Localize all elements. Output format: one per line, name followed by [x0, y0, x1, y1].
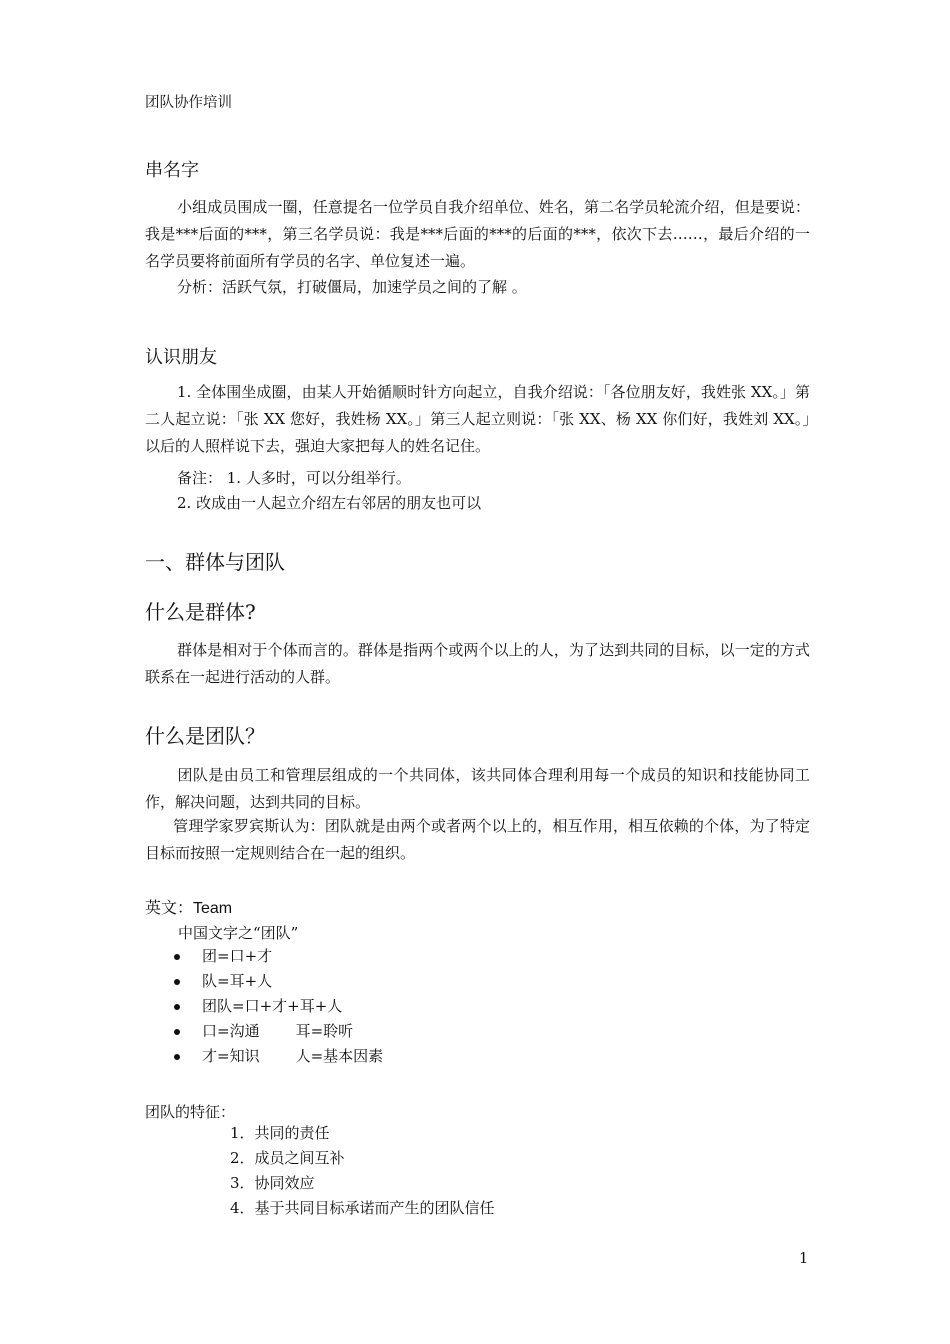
- meet-friends-text: 1. 全体围坐成圈，由某人开始循顺时针方向起立，自我介绍说：「各位朋友好，我姓张 XX。」第二人起立说：「张 XX 您好，我姓杨 XX。」第三人起立则说：「张 XX、杨 XX 你们好，我姓刘 XX。」以后的人照样说下去，强迫大家把每人的姓名记住。: [145, 383, 810, 455]
- robbins-definition-paragraph: [145, 813, 810, 867]
- name-chain-analysis: 分析：活跃气氛，打破僵局，加速学员之间的了解 。: [177, 278, 527, 296]
- section-heading-meet-friends: 认识朋友: [145, 347, 217, 368]
- section-heading-group-team: 一、群体与团队: [145, 550, 285, 574]
- page-number: 1: [799, 1251, 809, 1267]
- list-item: 2．成员之间互补: [230, 1149, 345, 1167]
- question-what-is-team: 什么是团队？: [145, 724, 265, 748]
- list-item: 团队=口+才+耳+人: [172, 994, 383, 1019]
- section-heading-name-chain: 串名字: [145, 160, 199, 181]
- list-item: 队=耳+人: [172, 969, 383, 994]
- bullet-icon: [174, 1054, 180, 1060]
- chinese-characters-title: 中国文字之“团队”: [178, 924, 299, 942]
- character-breakdown-list: [172, 944, 383, 1069]
- name-chain-paragraph: [145, 194, 810, 275]
- bullet-icon: [174, 954, 180, 960]
- team-features-heading: 团队的特征：: [145, 1103, 236, 1121]
- group-definition-text: 群体是相对于个体而言的。群体是指两个或两个以上的人，为了达到共同的目标，以一定的方式联系在一起进行活动的人群。: [145, 641, 810, 686]
- team-definition-text: 团队是由员工和管理层组成的一个共同体，该共同体合理利用每一个成员的知识和技能协同工作，解决问题，达到共同的目标。: [145, 766, 810, 811]
- bullet-icon: [174, 1029, 180, 1035]
- list-item: 团=口+才: [172, 944, 383, 969]
- meet-friends-note-2: 2. 改成由一人起立介绍左右邻居的朋友也可以: [177, 494, 482, 512]
- bullet-icon: [174, 1004, 180, 1010]
- meet-friends-note-1: 备注： 1. 人多时，可以分组举行。: [177, 469, 411, 487]
- bullet-icon: [174, 979, 180, 985]
- team-definition-paragraph: [145, 762, 810, 816]
- list-item: 4．基于共同目标承诺而产生的团队信任: [230, 1199, 495, 1217]
- document-title: 团队协作培训: [145, 95, 232, 111]
- group-definition-paragraph: [145, 637, 810, 691]
- english-team-label: 英文：Team: [145, 900, 233, 917]
- meet-friends-paragraph: [145, 379, 810, 460]
- robbins-definition-text: 管理学家罗宾斯认为：团队就是由两个或者两个以上的，相互作用，相互依赖的个体，为了特定目标而按照一定规则结合在一起的组织。: [145, 817, 810, 862]
- name-chain-text: 小组成员围成一圈，任意提名一位学员自我介绍单位、姓名，第二名学员轮流介绍，但是要说：我是***后面的***，第三名学员说：我是***后面的***的后面的***，依次下去……，最后介绍的一名学员要将前面所有学员的名字、单位复述一遍。: [145, 198, 810, 270]
- list-item: 口=沟通 耳=聆听: [172, 1019, 383, 1044]
- list-item: 才=知识 人=基本因素: [172, 1044, 383, 1069]
- question-what-is-group: 什么是群体?: [145, 600, 256, 624]
- team-features-list: [230, 1121, 495, 1221]
- list-item: 3．协同效应: [230, 1174, 315, 1192]
- list-item: 1．共同的责任: [230, 1124, 330, 1142]
